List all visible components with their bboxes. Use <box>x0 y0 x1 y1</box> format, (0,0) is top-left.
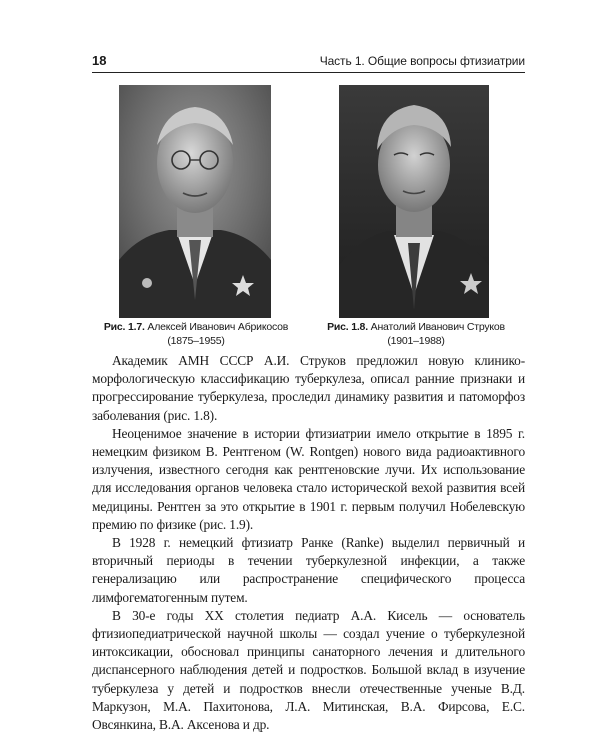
figure-years-1: (1875–1955) <box>167 335 225 347</box>
running-head: Часть 1. Общие вопросы фтизиатрии <box>319 54 525 68</box>
figure-caption-2 <box>318 320 514 348</box>
figure-years-2: (1901–1988) <box>387 335 445 347</box>
header-rule <box>92 72 525 73</box>
paragraph: Академик АМН СССР А.И. Струков предложил новую клинико-морфологическую классификацию туберкулеза, описал ранние признаки и прогрессирование туберкулеза, проследил динамику развития и патоморфоз заболевания (рис. 1.8). <box>92 353 525 423</box>
portrait-photo-1 <box>119 85 271 318</box>
paragraph: В 1928 г. немецкий фтизиатр Ранке (Ranke) выделил первичный и вторичный периоды в течении туберкулезной инфекции, а также генерализацию или распространение специфического процесса лимфогематогенным путем. <box>92 535 525 605</box>
body-text <box>92 352 525 734</box>
figure-name-2: Анатолий Иванович Струков <box>370 321 505 333</box>
paragraph: В 30-е годы XX столетия педиатр А.А. Кисель — основатель фтизиопедиатрической научной школы — создал учение о туберкулезной интоксикации, обосновал принципы санаторного лечения и длительного диспансерного наблюдения детей и подростков. Большой вклад в изучение туберкулеза у детей и подростков внесли отечественные ученые В.Д. Маркузон, М.А. Пахитонова, Л.А. Митинская, В.А. Фирсова, Е.С. Овсянкина, В.А. Аксенова и др. <box>92 607 525 733</box>
figure-label-1: Рис. 1.7. <box>103 321 145 333</box>
portrait-photo-2 <box>339 85 489 318</box>
page-number: 18 <box>92 53 107 68</box>
figure-label-2: Рис. 1.8. <box>327 321 368 333</box>
figure-caption-1 <box>96 320 296 348</box>
paragraph: Неоценимое значение в истории фтизиатрии имело открытие в 1895 г. немецким физиком В. Рентгеном (W. Rontgen) нового вида радиоактивного излучения, известного сегодня как рентгеновские лучи. Их использование для исследования органов человека стало исторической вехой развития всей медицины. Рентген за это открытие в 1901 г. первым получил Нобелевскую премию по физике (рис. 1.9). <box>92 425 525 532</box>
figure-name-1: Алексей Иванович Абрикосов <box>147 321 289 333</box>
